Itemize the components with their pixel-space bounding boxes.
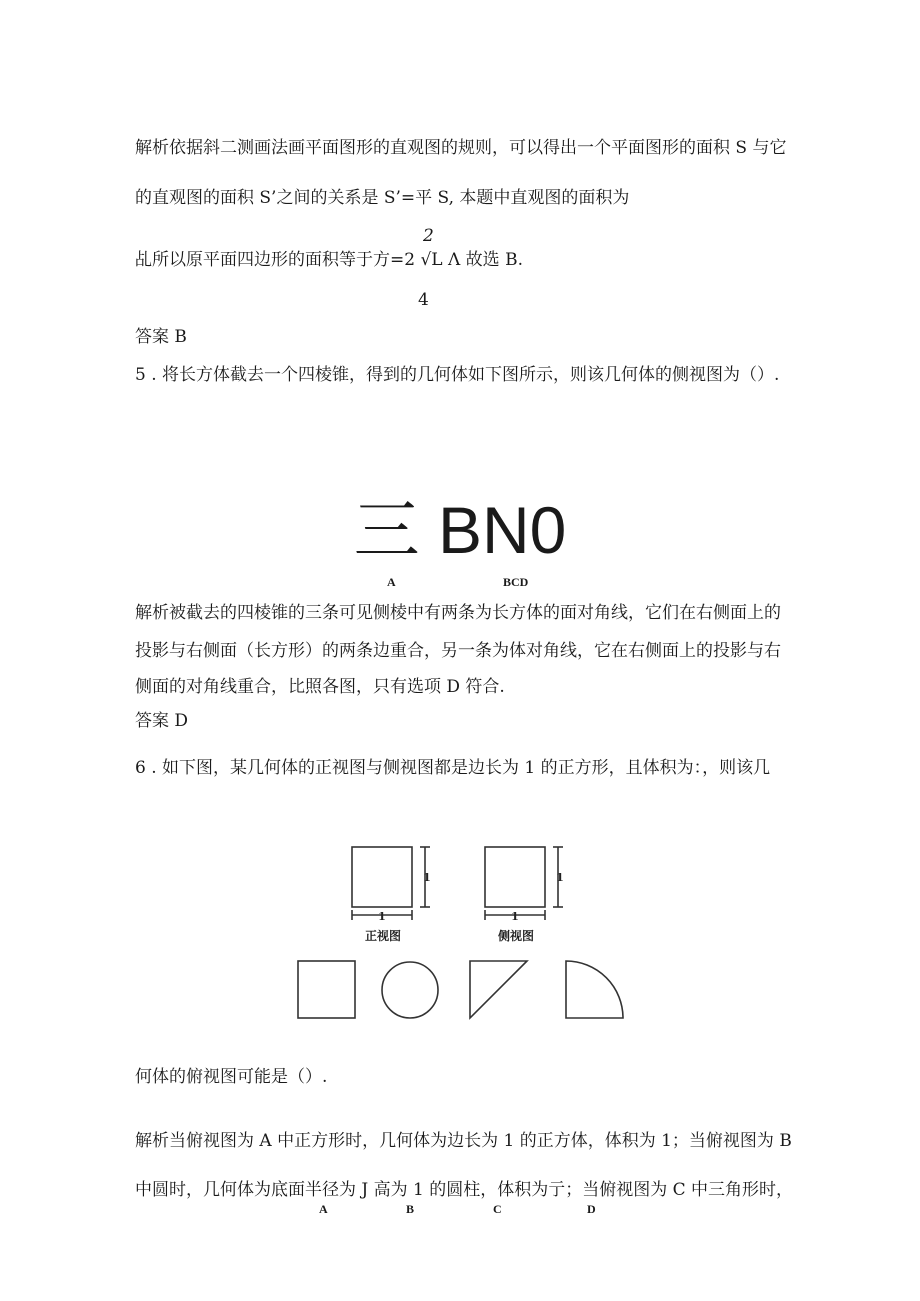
solution-6-line-2: 中圆时，几何体为底面半径为 J 高为 1 的圆柱，体积为亍；当俯视图为 C 中三角形时， bbox=[135, 1180, 794, 1200]
solution-5-line-3: 侧面的对角线重合，比照各图，只有选项 D 符合. bbox=[135, 677, 505, 697]
q5-label-bcd: BCD bbox=[503, 575, 529, 589]
side-width-dim: 1 bbox=[511, 910, 519, 923]
solution-6-line-1: 解析当俯视图为 A 中正方形时，几何体为边长为 1 的正方体，体积为 1；当俯视图为 B bbox=[135, 1131, 792, 1151]
option-label-a: A bbox=[319, 1202, 328, 1216]
option-d-quarter-circle bbox=[566, 961, 623, 1018]
front-height-dim: 1 bbox=[423, 871, 431, 884]
q5-label-a: A bbox=[387, 575, 396, 589]
solution-5-line-1: 解析被截去的四棱锥的三条可见侧棱中有两条为长方体的面对角线，它们在右侧面上的 bbox=[135, 603, 781, 623]
question-6-continued: 何体的俯视图可能是（）. bbox=[135, 1067, 328, 1087]
option-b-circle bbox=[382, 962, 438, 1018]
question-5-figure-text: 三 BN0 bbox=[353, 493, 567, 567]
option-label-b: B bbox=[406, 1202, 415, 1216]
side-view-square bbox=[485, 847, 545, 907]
fraction-denominator: 4 bbox=[418, 290, 429, 310]
front-width-dim: 1 bbox=[378, 910, 386, 923]
front-view-label: 正视图 bbox=[364, 929, 402, 943]
option-label-d: D bbox=[587, 1202, 596, 1216]
fraction-numerator: 2 bbox=[423, 226, 434, 246]
side-height-dim: 1 bbox=[556, 871, 564, 884]
front-view-square bbox=[352, 847, 412, 907]
option-c-triangle bbox=[470, 961, 527, 1018]
solution-line-2: 的直观图的面积 S’之间的关系是 S’=平 S, 本题中直观图的面积为 bbox=[135, 188, 630, 208]
question-6-figure bbox=[0, 835, 920, 1075]
solution-line-3: 乩所以原平面四边形的面积等于方=2 √L Λ 故选 B. bbox=[135, 250, 523, 270]
side-view-label: 侧视图 bbox=[497, 929, 535, 943]
option-a-square bbox=[298, 961, 355, 1018]
answer-4: 答案 B bbox=[135, 327, 187, 347]
answer-5: 答案 D bbox=[135, 711, 189, 731]
solution-line-1: 解析依据斜二测画法画平面图形的直观图的规则，可以得出一个平面图形的面积 S 与它 bbox=[135, 138, 787, 158]
solution-5-line-2: 投影与右侧面（长方形）的两条边重合，另一条为体对角线，它在右侧面上的投影与右 bbox=[135, 641, 781, 661]
question-5: 5 . 将长方体截去一个四棱锥，得到的几何体如下图所示，则该几何体的侧视图为（）. bbox=[135, 365, 780, 385]
question-6: 6 . 如下图，某几何体的正视图与侧视图都是边长为 1 的正方形，且体积为：，则该几 bbox=[135, 758, 771, 778]
option-label-c: C bbox=[493, 1202, 502, 1216]
